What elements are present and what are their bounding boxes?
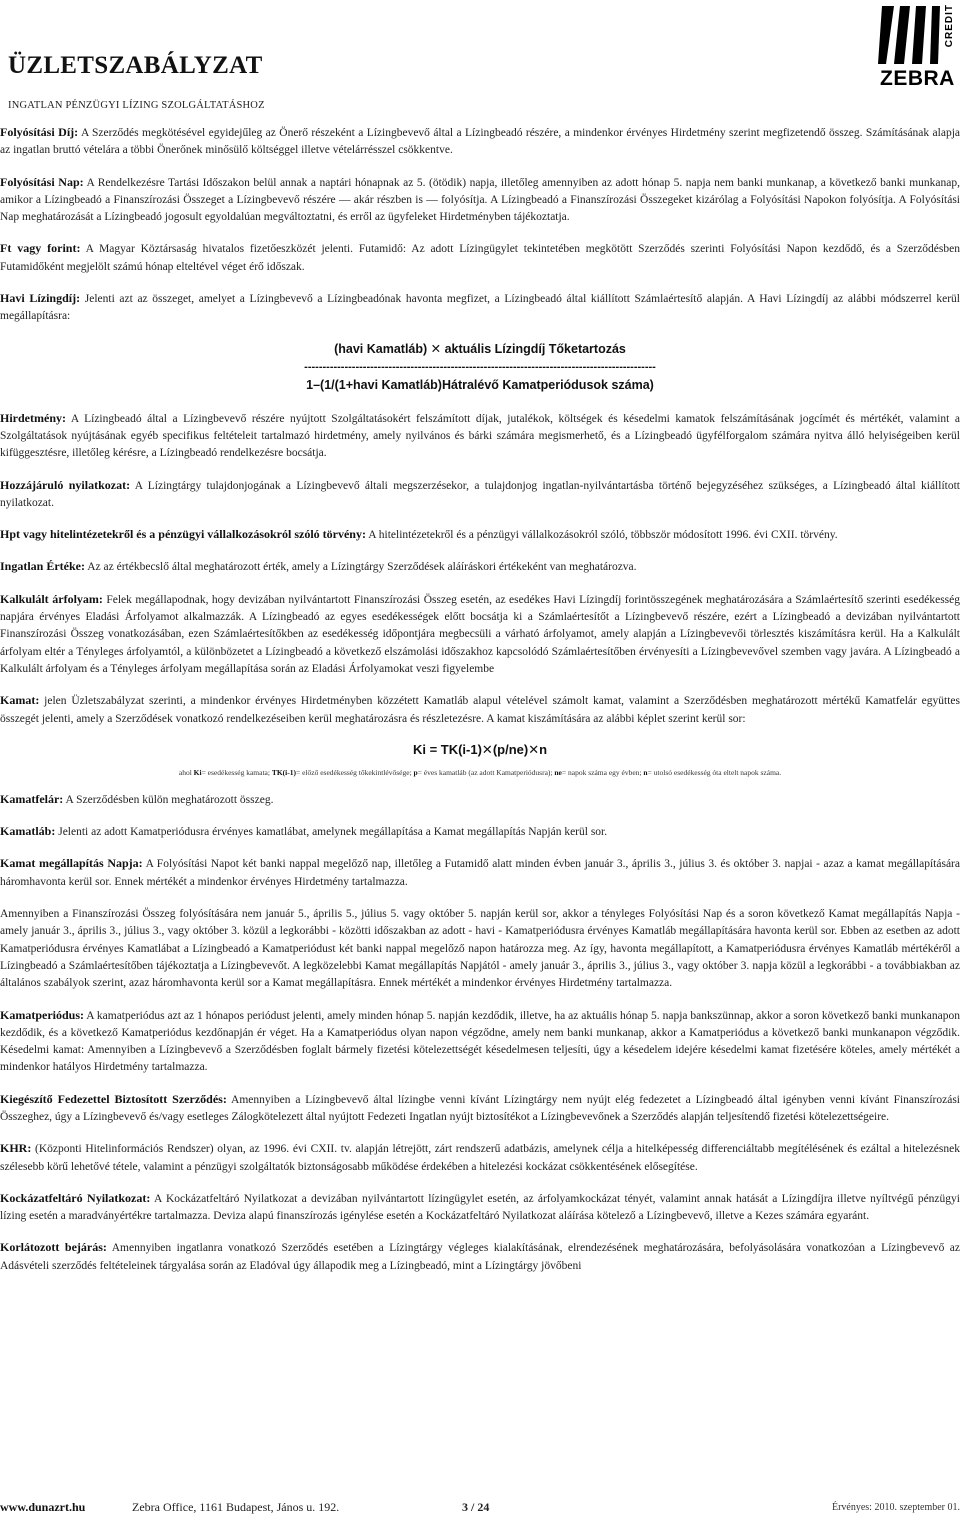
definition-term: Folyósítási Díj: [0, 125, 79, 139]
logo-wordmark: ZEBRA [880, 67, 955, 90]
definition-paragraph [0, 1239, 960, 1275]
page-number: 3 / 24 [462, 1500, 490, 1514]
logo-credit-text: CREDIT [944, 4, 955, 48]
formula-divider: ------------------------------------------------------------------------------------------------ [304, 360, 656, 373]
definition-term: Kiegészítő Fedezettel Biztosított Szerződés: [0, 1091, 227, 1106]
definition-term: Kamat megállapítás Napja: [0, 856, 143, 871]
definition-term: Ft vagy forint: [0, 241, 81, 256]
definition-term: Kamatperiódus: [0, 1007, 84, 1022]
document-title: ÜZLETSZABÁLYZAT [8, 52, 263, 79]
definition-text: (Központi Hitelinformációs Rendszer) olyan, az 1996. évi CXII. tv. alapján létrejött, zárt rendszerű adatbázis, amelynek célja a hitelképesség differenciáltabb megítélésének és ezáltal a hitelezésnek szélesebb körű lehetővé tétele, valamint a pénzügyi szolgáltatók biztonságosabb működése érdekében a hitelezési kockázat csökkentésének elősegítése. [0, 1143, 960, 1173]
definition-text: jelen Üzletszabályzat szerinti, a mindenkor érvényes Hirdetményben közzétett Kamatláb alapul vételével számolt kamat, valamint a Szerződésben meghatározott mértékű Kamatfelár együttes összegét jelenti, amely a Szerződések vonatkozó rendelkezéseiben kerül meghatározásra és részletezésre. A kamat kiszámítására az alábbi képlet szerint kerül sor: [0, 695, 960, 725]
definition-term: Kalkulált árfolyam: [0, 591, 103, 606]
definition-paragraph [0, 290, 960, 326]
formula-legend: ahol Ki= esedékesség kamata; TK(i-1)= előző esedékesség tőkekintlévősége; p= éves kamatláb (az adott Kamatperiódusra); ne= napok száma egy évben; n= utolsó esedékesség óta eltelt napok száma. [178, 767, 782, 777]
definition-text: A hitelintézetekről és a pénzügyi vállalkozásokról szóló, többször módosított 1996. évi CXII. törvény. [365, 529, 838, 542]
document-subtitle: INGATLAN PÉNZÜGYI LÍZING SZOLGÁLTATÁSHOZ [8, 100, 265, 111]
validity-date: Érvényes: 2010. szeptember 01. [831, 1502, 960, 1513]
definition-paragraph [0, 240, 960, 276]
definition-term: Kamat: [0, 693, 40, 708]
definition-text: A Szerződés megkötésével egyidejűleg az Önerő részeként a Lízingbevevő által a Lízingbeadó részére, a mindenkor érvényes Hirdetmény szerint megfizetendő összeg. Számításának alapja az ingatlan bruttó vételára a többi Önerőnek minősülő költséggel illetve vételárrésszel csökkentve. [0, 127, 960, 157]
definition-term: Hirdetmény: [0, 410, 66, 425]
definition-term: Kamatfelár: [0, 791, 64, 806]
definition-paragraph [0, 477, 960, 513]
definition-text: A Lízingtárgy tulajdonjogának a Lízingbevevő általi megszerzésekor, a tulajdonjog ingatlan-nyilvántartásba történő bejegyzéséhez szükséges, a Lízingbeadó által kiállított nyilatkozat. [0, 479, 960, 509]
formula-numerator: (havi Kamatláb) ✕ aktuális Lízingdíj Tőketartozás [334, 341, 626, 356]
definition-paragraph [0, 526, 960, 544]
definition-text: Az az értékbecslő által meghatározott érték, amely a Lízingtárgy Szerződések aláíráskori értékeként van meghatározva. [85, 561, 637, 574]
definition-text: A Szerződésben külön meghatározott összeg. [63, 793, 274, 806]
footer-address: Zebra Office, 1161 Budapest, János u. 192. [132, 1500, 340, 1514]
definition-text: A Lízingbeadó által a Lízingbevevő részére nyújtott Szolgáltatásokért felszámított díjak, jutalékok, költségek és késedelmi kamatok felszámításának jogcímét és mértékét, valamint a Szolgáltatások nyújtásának egyéb specifikus feltételeit tartalmazó hirdetmény, amely nyilvános és bárki számára megismerhető, és a Lízingbeadó ügyfélforgalom számára nyitva álló helyiségeiben kerül kifüggesztésre, illetőleg kérésre, a Lízingbeadó rendelkezésre bocsátja. [0, 412, 960, 460]
definition-term: Kamatláb: [0, 824, 56, 839]
lizingdij-formula [0, 340, 960, 394]
definition-paragraph [0, 823, 960, 841]
page-footer [0, 1500, 960, 1520]
definition-paragraph [0, 558, 960, 576]
definition-term: Havi Lízingdíj: [0, 291, 81, 306]
definition-paragraph [0, 905, 960, 992]
definition-paragraph [0, 410, 960, 463]
definition-paragraph [0, 855, 960, 891]
document-body [0, 124, 960, 1289]
definition-text: A Rendelkezésre Tartási Időszakon belül annak a naptári hónapnak az 5. (ötödik) napja, illetőleg amennyiben az adott hónap 5. napja nem banki munkanap, a következő banki munkanap, amikor a Lízingbeadó a Finanszírozási Összeget a Lízingbevevő részére — akár részben is — folyósítja. A Lízingbeadó a Finanszírozási Összegeket kizárólag a Folyósítási Napokon folyósítja. A Folyósítási Nap meghatározását a Lízingbeadó jogosult egyoldalúan megváltoztatni, és erről az ügyfeleket Hirdetményben tájékoztatja. [0, 176, 960, 224]
definition-text: A Magyar Köztársaság hivatalos fizetőeszközét jelenti. Futamidő: Az adott Lízingügylet tekintetében megkötött Szerződés szerinti Folyósítási Napon kezdődő, és a Szerződésben Futamidőként megjelölt számú hónap elteltével véget érő időszak. [0, 243, 960, 273]
definition-paragraph [0, 124, 960, 160]
definition-text: Felek megállapodnak, hogy devizában nyilvántartott Finanszírozási Összeg esetén, az esedékes Havi Lízingdíj forintösszegének meghatározására a Számlaértesítő szerinti esedékesség napjára érvényes Eladási Árfolyamot alkalmazzák. A Lízingbeadó az egyes esedékességek előtt bocsátja ki a Számlaértesítőt a Lízingbevevő részére, ezért a Lízingbeadó a devizában nyilvántartott Finanszírozási Összeg vonatkozásában, ezen Számlaértesítőkben az esedékesség időpontjára megbecsüli a várható árfolyamot, amely alapján a Lízingbevevői törlesztés kiszámításra kerül. Ha a Kalkulált árfolyam eltér a Tényleges árfolyamtól, a különbözetet a Lízingbeadó a következő elszámolási időszakhoz kapcsolódó Számlaértesítőben érvényesíti a Lízingbevevővel szemben vagy javára. A Lízingbeadó a Kalkulált árfolyam és a Tényleges árfolyam megállapítása során az Eladási Árfolyamokat veszi figyelembe [0, 593, 960, 675]
page-header [0, 0, 960, 120]
definition-term: Korlátozott bejárás: [0, 1240, 107, 1255]
definition-term: Ingatlan Értéke: [0, 559, 85, 574]
definition-text: Amennyiben a Lízingbevevő által lízingbe venni kívánt Lízingtárgy nem nyújt elég fedezetet a Lízingbeadó által igényben venni kívánt Finanszírozási Összeghez, úgy a Lízingbevevő és/vagy esetleges Zálogkötelezett által nyújtott Fedezeti Ingatlan nyújt biztosítékot a Lízingbevevőnek a Szerződés alapján teljesítendő fizetési kötelezettségeire. [0, 1093, 960, 1123]
definition-text: A Kockázatfeltáró Nyilatkozat a devizában nyilvántartott lízingügylet esetén, az árfolyamkockázat tényét, valamint annak hatását a Lízingdíjra illetve nyíltvégű pénzügyi lízing esetén a maradványértékre tartalmazza. Deviza alapú finanszírozás igénylése esetén a Kockázatfeltáró Nyilatkozat aláírása kötelező a Lízingbevevő, illetve a Kezes számára egyaránt. [0, 1192, 960, 1223]
definition-text: Jelenti az adott Kamatperiódusra érvényes kamatlábat, amelynek megállapítása a Kamat megállapítás Napján kerül sor. [55, 826, 608, 839]
definitions-group-1 [0, 124, 960, 326]
formula-denominator: 1–(1/(1+havi Kamatláb)Hátralévő Kamatperiódusok száma) [306, 377, 654, 392]
kamat-formula: Ki = TK(i-1)✕(p/ne)✕n [412, 741, 548, 757]
definition-paragraph [0, 591, 960, 678]
definition-text: A Folyósítási Napot két banki nappal megelőző nap, illetőleg a Futamidő alatt minden évben január 3., április 3., július 3. és október 3. napjai - azaz a kamat megállapítására háromhavonta kerül sor. Ennek mértékét a mindenkor érvényes Hirdetmény tartalmazza. [0, 858, 960, 888]
definitions-group-2 [0, 410, 960, 728]
definition-term: Hozzájáruló nyilatkozat: [0, 477, 131, 492]
definition-term: KHR: [0, 1141, 32, 1156]
definition-paragraph [0, 1007, 960, 1077]
definition-paragraph [0, 791, 960, 809]
definition-text: Jelenti azt az összeget, amelyet a Lízingbevevő a Lízingbeadónak havonta megfizet, a Lízingbeadó által kiállított Számlaértesítő alapján. A Havi Lízingdíj az alábbi módszerrel kerül megállapításra: [0, 293, 960, 323]
definition-term: Hpt vagy hitelintézetekről és a pénzügyi vállalkozásokról szóló törvény: [0, 527, 366, 542]
definition-text: A kamatperiódus azt az 1 hónapos periódust jelenti, amely minden hónap 5. napján kezdődik, illetve, ha az aktuális hónap 5. napja bankszünnap, akkor a soron következő banki munkanapon kezdődik, és a következő Kamatperiódus kezdőnapján ér véget. Ha a Kamatperiódus olyan napon végződne, amely nem banki munkanap, akkor a Kamatperiódus a következő banki munkanapon végződik. Késedelmi kamat: Amennyiben a Lízingbevevő a Szerződésben foglalt bármely fizetési kötelezettségét késedelmesen teljesíti, úgy a késedelem idejére késedelmi kamat fizetésére köteles, amely mértékét a mindenkor hatályos Hirdetmény tartalmazza. [0, 1009, 960, 1074]
definition-term: Folyósítási Nap: [0, 174, 84, 189]
definition-text: Amennyiben a Finanszírozási Összeg folyósítására nem január 5., április 5., július 5. vagy október 5. napján kerül sor, akkor a tényleges Folyósítási Nap és a soron következő Kamat megállapítás Napja - amely január 3., április 3., július 3., vagy október 3. közül a legkorábbi - közötti időszakban az adott - havi - Kamatperiódusra érvényes Kamatláb megállapítására havonta kerül sor. Ebben az esetben az adott Kamatperiódusra érvényes Kamatlábat a Lízingbeadó a Kamatperiódust két banki nappal megelőző napon határozza meg. Az így, havonta megállapított, a Kamatperiódusra érvényes Kamatláb mértékéről a Lízingbeadó a Számlaértesítőben tájékoztatja a Lízingbevevőt. A legközelebbi Kamat megállapítás Napjától - amely január 3., április 3., július 3., vagy október 3. napja közül a legkorábbi - a továbbiakban az általános szabályok szerint, azaz háromhavonta kerül sor a Kamat megállapításra. Ennek mértékét a mindenkor érvényes Hirdetmény tartalmazza. [0, 908, 960, 990]
definition-paragraph [0, 174, 960, 227]
definition-paragraph [0, 1190, 960, 1226]
definition-paragraph [0, 1091, 960, 1127]
definition-text: Amennyiben ingatlanra vonatkozó Szerződés esetében a Lízingtárgy végleges kialakításának, elrendezésének meghatározására, befolyásolására vonatkozóan a Lízingbevevő az Adásvételi szerződés feltételeinek tárgyalása során az Eladóval úgy állapodik meg a Lízingbeadó, mint a Lízingtárgy jövőbeni [0, 1242, 960, 1272]
definition-paragraph [0, 692, 960, 728]
definition-paragraph [0, 1140, 960, 1176]
definitions-group-3 [0, 791, 960, 1275]
footer-website-link[interactable]: www.dunazrt.hu [0, 1500, 86, 1514]
definition-term: Kockázatfeltáró Nyilatkozat: [0, 1190, 151, 1205]
